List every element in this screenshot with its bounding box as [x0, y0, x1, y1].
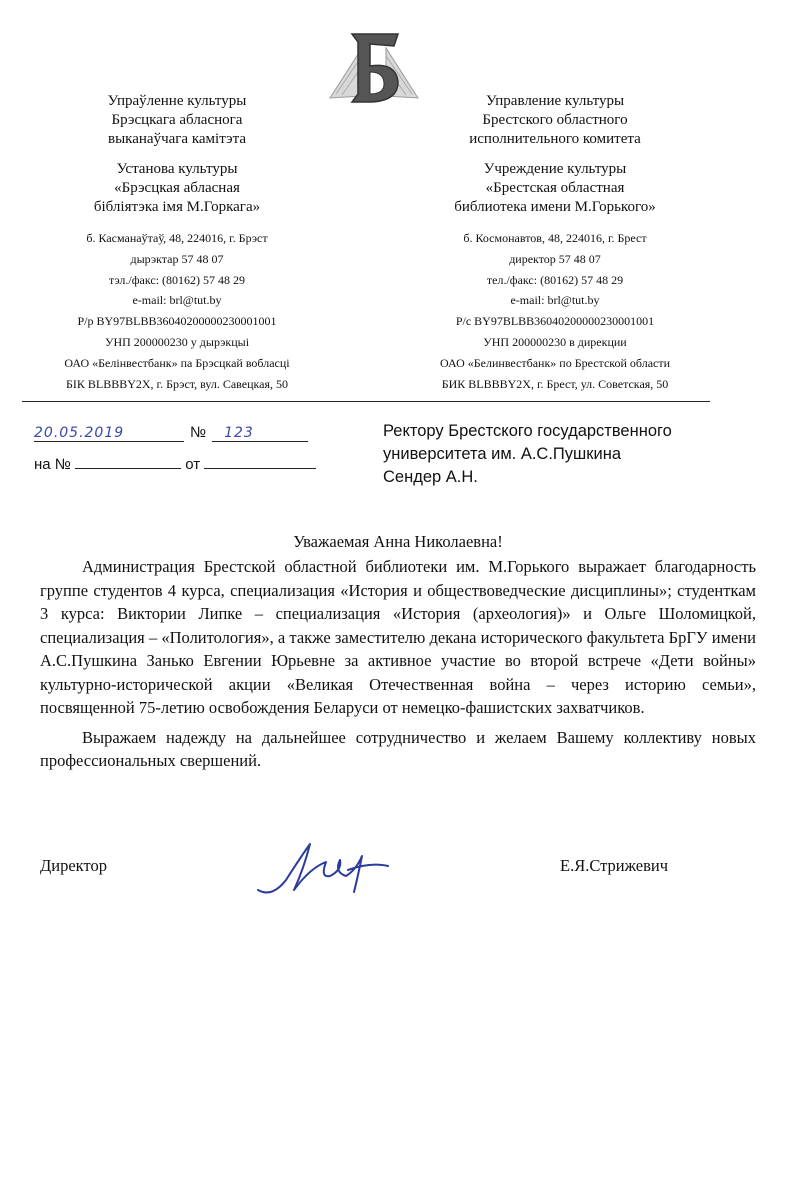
signatory-name: Е.Я.Стрижевич: [560, 856, 669, 875]
header-left-addr-line: ОАО «Белінвестбанк» па Брэсцкай вобласці: [64, 355, 290, 370]
header-right-org-line: исполнительного комитета: [469, 131, 641, 147]
reference-number-blank: [75, 454, 181, 469]
header-right-org: [410, 92, 700, 149]
header-left-inst-line: Установа культуры: [116, 161, 238, 177]
body-paragraph: Выражаем надежду на дальнейшее сотрудничество и желаем Вашему коллективу новых профессиональных свершений.: [40, 727, 756, 770]
salutation: Уважаемая Анна Николаевна!: [293, 532, 503, 551]
header-right-addr-line: ОАО «Белинвестбанк» по Брестской области: [439, 355, 671, 370]
header-right-org-line: Управление культуры: [485, 93, 625, 109]
header-right-addr-line: директор 57 48 07: [509, 251, 601, 266]
header-left-addr-line: УНП 200000230 у дырэкцыі: [104, 334, 250, 349]
reference-number-label: на №: [34, 456, 71, 473]
header-left-addr-line: тэл./факс: (80162) 57 48 29: [108, 272, 246, 287]
header-left-inst-line: бібліятэка імя М.Горкага»: [93, 199, 261, 215]
letter-body: [40, 555, 756, 773]
header-right-addr-line: б. Космонавтов, 48, 224016, г. Брест: [463, 231, 647, 245]
header-right-addr-line: e-mail: brl@tut.by: [510, 293, 600, 308]
recipient-block: [383, 420, 743, 489]
recipient-line: университета им. А.С.Пушкина: [383, 445, 622, 463]
header-left-addr-line: б. Касманаўтаў, 48, 224016, г. Брэст: [86, 231, 268, 245]
header-left-addr-line: БІК BLBBBY2X, г. Брэст, вул. Савецкая, 50: [65, 376, 289, 391]
header-right-addr-line: БИК BLBBBY2X, г. Брест, ул. Советская, 50: [441, 376, 669, 391]
body-paragraph: Администрация Брестской областной библиотеки им. М.Горького выражает благодарность группе студентов 4 курса, специализация «История и обществоведческие дисциплины»; студенткам 3 курса: Виктории Липке – специализация «История (археология)» и Ольге Шоломицкой, специализация – «Политология», а также заместителю декана исторического факультета БрГУ имени А.С.Пушкина Занько Евгении Юрьевне за активное участие во второй встрече «Дети войны» культурно-исторической акции «Великая Отечественная война – через историю семьи», посвященной 75-летию освобождения Беларуси от немецко-фашистских захватчиков.: [40, 557, 756, 717]
recipient-line: Ректору Брестского государственного: [383, 422, 672, 440]
header-left-address: [32, 228, 322, 394]
signatory-title: Директор: [40, 856, 107, 875]
header-left-org-line: Упраўленне культуры: [107, 93, 247, 109]
header-left-org-line: выканаўчага камітэта: [108, 131, 246, 147]
registration-number: 123: [212, 425, 308, 442]
reference-date-blank: [204, 454, 316, 469]
header-left-addr-line: e-mail: brl@tut.by: [132, 293, 222, 308]
header-left-inst-line: «Брэсцкая абласная: [114, 180, 240, 196]
header-right-addr-line: тел./факс: (80162) 57 48 29: [486, 272, 624, 287]
handwritten-signature: [250, 832, 400, 902]
header-left-institution: [32, 160, 322, 217]
registration-date: 20.05.2019: [34, 425, 184, 442]
header-right-address: [410, 228, 700, 394]
header-right-org-line: Брестского областного: [482, 112, 628, 128]
header-right-addr-line: Р/с BY97BLBB36040200000230001001: [455, 314, 655, 329]
registration-number-label: №: [190, 424, 207, 441]
header-left-org-line: Брэсцкага абласнога: [111, 112, 243, 128]
header-left-addr-line: Р/р BY97BLBB36040200000230001001: [77, 314, 277, 329]
header-right-inst-line: библиотека имени М.Горького»: [454, 199, 656, 215]
registration-line: [34, 424, 308, 442]
header-right-institution: [410, 160, 700, 217]
header-right-inst-line: «Брестская областная: [485, 180, 625, 196]
reference-from-label: от: [185, 456, 201, 473]
recipient-line: Сендер А.Н.: [383, 468, 478, 486]
header-divider: [22, 401, 710, 402]
header-left-org: [32, 92, 322, 149]
header-left-addr-line: дырэктар 57 48 07: [130, 251, 224, 266]
header-right-addr-line: УНП 200000230 в дирекции: [483, 334, 627, 349]
reference-line: [34, 454, 316, 473]
header-right-inst-line: Учреждение культуры: [483, 161, 627, 177]
